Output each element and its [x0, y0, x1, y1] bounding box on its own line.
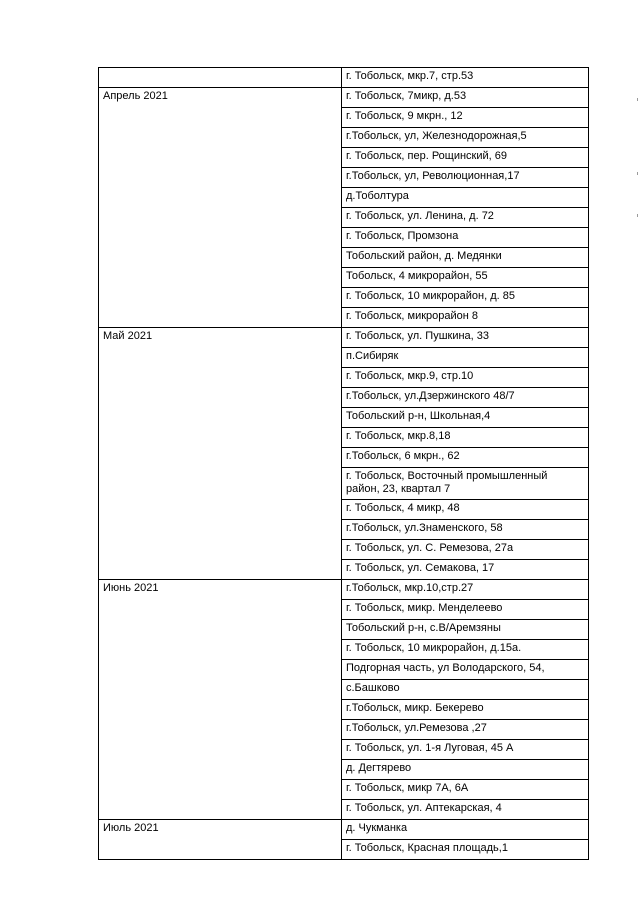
address-cell: г.Тобольск, ул, Революционная,17 [342, 168, 589, 188]
address-cell: г.Тобольск, ул.Дзержинского 48/7 [342, 388, 589, 408]
month-cell: Июль 2021 [99, 820, 342, 860]
schedule-table-body [99, 68, 589, 860]
address-cell: г. Тобольск, Промзона [342, 228, 589, 248]
address-cell: г. Тобольск, ул. Ленина, д. 72 [342, 208, 589, 228]
address-cell: г. Тобольск, 9 мкрн., 12 [342, 108, 589, 128]
scan-edge-mark [637, 214, 638, 217]
address-cell: д.Тоболтура [342, 188, 589, 208]
address-cell: г. Тобольск, микр 7А, 6А [342, 780, 589, 800]
address-cell: Тобольский р-н, Школьная,4 [342, 408, 589, 428]
address-cell: г. Тобольск, пер. Рощинский, 69 [342, 148, 589, 168]
address-cell: Тобольский р-н, с.В/Аремзяны [342, 620, 589, 640]
address-cell: Тобольский район, д. Медянки [342, 248, 589, 268]
address-cell: г.Тобольск, ул.Знаменского, 58 [342, 520, 589, 540]
address-cell: г. Тобольск, 4 микр, 48 [342, 500, 589, 520]
address-cell: г. Тобольск, ул. С. Ремезова, 27а [342, 540, 589, 560]
address-cell: г. Тобольск, 10 микрорайон, д. 85 [342, 288, 589, 308]
address-cell: г. Тобольск, 10 микрорайон, д.15а. [342, 640, 589, 660]
address-cell: Подгорная часть, ул Володарского, 54, [342, 660, 589, 680]
address-cell: г. Тобольск, Восточный промышленный район, 23, квартал 7 [342, 468, 589, 500]
address-cell: г.Тобольск, ул.Ремезова ,27 [342, 720, 589, 740]
address-cell: д. Дегтярево [342, 760, 589, 780]
address-cell: д. Чукманка [342, 820, 589, 840]
address-cell: г. Тобольск, Красная площадь,1 [342, 840, 589, 860]
address-cell: г.Тобольск, 6 мкрн., 62 [342, 448, 589, 468]
address-cell: Тобольск, 4 микрорайон, 55 [342, 268, 589, 288]
month-cell: Июнь 2021 [99, 580, 342, 820]
table-row [99, 820, 589, 840]
address-cell: г.Тобольск, ул, Железнодорожная,5 [342, 128, 589, 148]
address-cell: г. Тобольск, микрорайон 8 [342, 308, 589, 328]
address-cell: п.Сибиряк [342, 348, 589, 368]
table-row [99, 68, 589, 88]
address-cell: г. Тобольск, мкр.8,18 [342, 428, 589, 448]
address-cell: г.Тобольск, мкр.10,стр.27 [342, 580, 589, 600]
table-row [99, 328, 589, 348]
address-cell: г. Тобольск, микр. Менделеево [342, 600, 589, 620]
month-cell [99, 68, 342, 88]
address-cell: г. Тобольск, ул. Пушкина, 33 [342, 328, 589, 348]
address-cell: г. Тобольск, ул. Семакова, 17 [342, 560, 589, 580]
address-cell: г.Тобольск, микр. Бекерево [342, 700, 589, 720]
month-cell: Май 2021 [99, 328, 342, 580]
month-cell: Апрель 2021 [99, 88, 342, 328]
address-cell: г. Тобольск, ул. 1-я Луговая, 45 А [342, 740, 589, 760]
table-row [99, 580, 589, 600]
address-cell: с.Башково [342, 680, 589, 700]
scan-edge-mark [637, 98, 638, 101]
scan-edge-mark [637, 172, 638, 175]
address-cell: г. Тобольск, мкр.9, стр.10 [342, 368, 589, 388]
address-cell: г. Тобольск, 7микр, д.53 [342, 88, 589, 108]
address-cell: г. Тобольск, мкр.7, стр.53 [342, 68, 589, 88]
schedule-table [98, 67, 589, 860]
table-row [99, 88, 589, 108]
address-cell: г. Тобольск, ул. Аптекарская, 4 [342, 800, 589, 820]
